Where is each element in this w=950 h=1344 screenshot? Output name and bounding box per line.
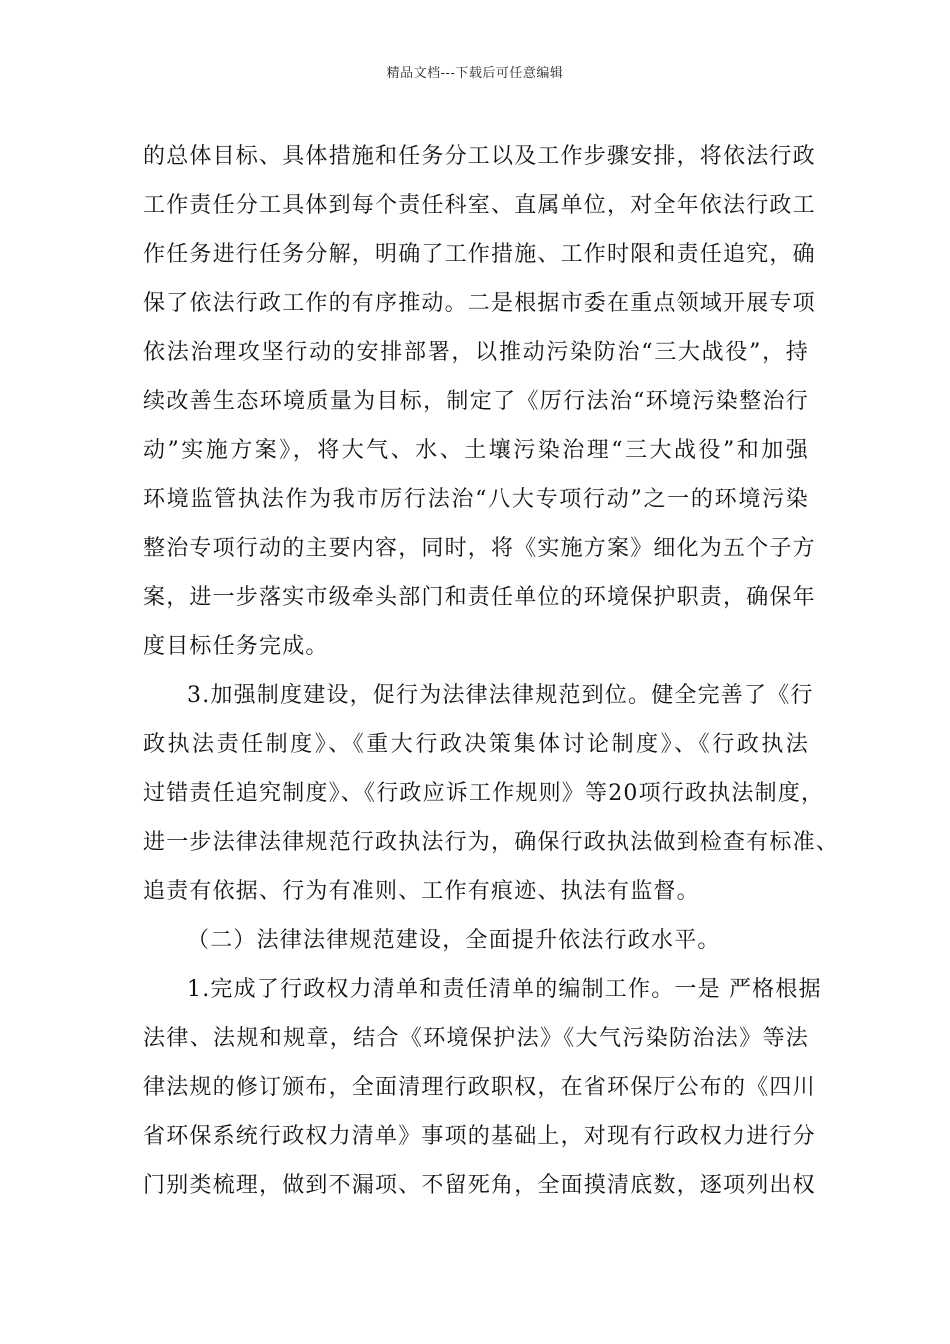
page-header: 精品文档---下载后可任意编辑 (386, 66, 564, 81)
text-line: （二）法律法律规范建设，全面提升依法行政水平。 (187, 928, 721, 953)
text-line: 度目标任务完成。 (143, 634, 329, 659)
text-line: 保了依法行政工作的有序推动。二是根据市委在重点领域开展专项 (143, 291, 816, 316)
text-line: 的总体目标、具体措施和任务分工以及工作步骤安排，将依法行政 (143, 144, 816, 169)
text-line: 追责有依据、行为有准则、工作有痕迹、执法有监督。 (143, 879, 700, 904)
text-line: 1.完成了行政权力清单和责任清单的编制工作。一是 严格根据 (187, 977, 822, 1002)
text-line: 续改善生态环境质量为目标，制定了《厉行法治“环境污染整治行 (143, 389, 809, 414)
text-line: 政执法责任制度》、《重大行政决策集体讨论制度》、《行政执法 (143, 732, 809, 757)
text-line: 动”实施方案》，将大气、水、土壤污染治理“三大战役”和加强 (143, 438, 809, 463)
text-line: 门别类梳理，做到不漏项、不留死角，全面摸清底数，逐项列出权 (143, 1173, 816, 1198)
text-line: 工作责任分工具体到每个责任科室、直属单位，对全年依法行政工 (143, 193, 816, 218)
text-line: 过错责任追究制度》、《行政应诉工作规则》等20项行政执法制度， (143, 781, 825, 806)
text-line: 作任务进行任务分解，明确了工作措施、工作时限和责任追究，确 (143, 242, 816, 267)
text-line: 案，进一步落实市级牵头部门和责任单位的环境保护职责，确保年 (143, 585, 816, 610)
text-line: 整治专项行动的主要内容，同时，将《实施方案》细化为五个子方 (143, 536, 816, 561)
document-body (143, 132, 840, 1210)
text-line: 省环保系统行政权力清单》事项的基础上，对现有行政权力进行分 (143, 1124, 816, 1149)
text-line: 依法治理攻坚行动的安排部署，以推动污染防治“三大战役”，持 (143, 340, 809, 365)
text-line: 律法规的修订颁布，全面清理行政职权，在省环保厅公布的《四川 (143, 1075, 816, 1100)
text-line: 法律、法规和规章，结合《环境保护法》《大气污染防治法》等法 (143, 1026, 809, 1051)
text-line: 进一步法律法律规范行政执法行为，确保行政执法做到检查有标准、 (143, 830, 840, 855)
text-line: 3.加强制度建设，促行为法律法律规范到位。健全完善了《行 (187, 683, 814, 708)
text-line: 环境监管执法作为我市厉行法治“八大专项行动”之一的环境污染 (143, 487, 809, 512)
